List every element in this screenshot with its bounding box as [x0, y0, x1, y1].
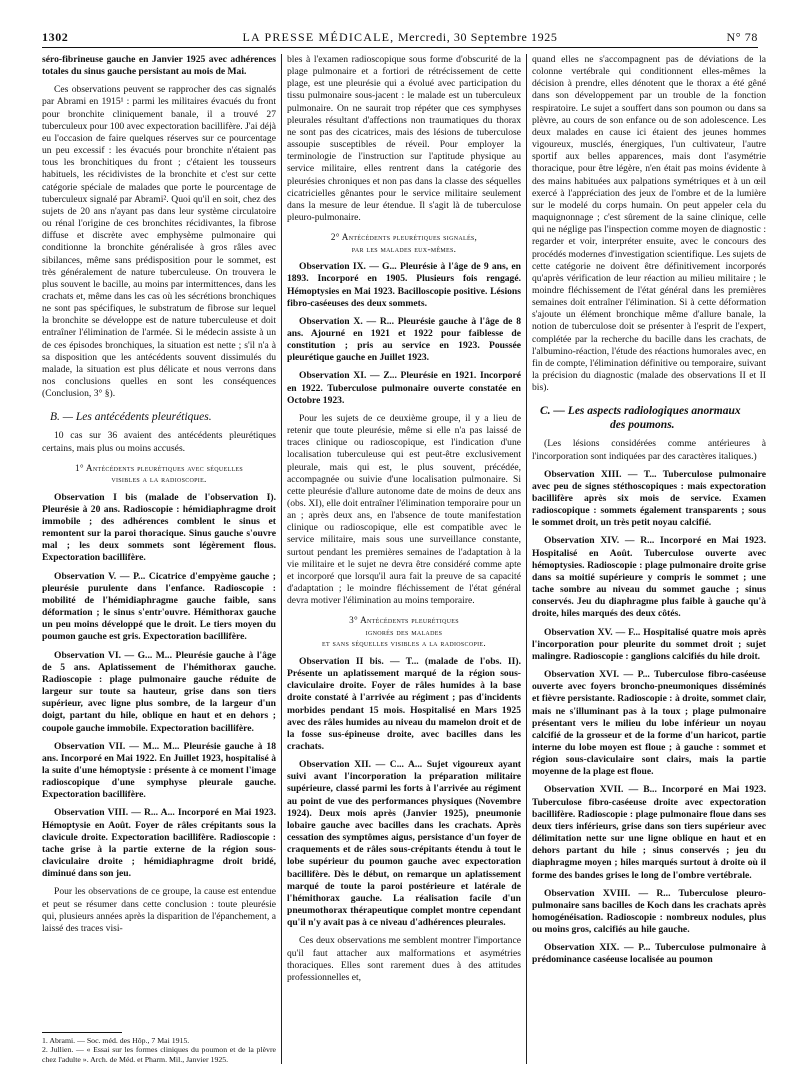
paragraph: quand elles ne s'accompagnent pas de déviations de la colonne vertébrale qui conditionnent elles-mêmes la décision à prendre, elles dénotent que le thorax a été gêné dans son développement par un trouble de la fonction respiratoire. Le sujet a souffert dans son poumon ou dans sa plèvre, au cours de son enfance ou de son adolescence. Les deux malades en cause ici étaient des jeunes hommes vigoureux, musclés, énergiques, l'un cultivateur, l'autre sportif aux belles apparences, mais dont l'asymétrie thoracique, pour être légère, n'en était pas moins évidente à des mains habituées aux palpations symétriques et à un œil exercé à l'appréciation des jeux de l'ombre et de la lumière sur le modelé du corps humain. On peut appeler cela du maquignonnage ; c'est sûrement de la saine clinique, celle qui ne néglige pas l'inspection comme moyen de diagnostic : regarder et voir, interpréter ensuite, avec le concours des procédés modernes d'investigation scientifique. Les sujets de cette catégorie ne doivent être définitivement incorporés qu'après vérification de leur réaction au milieu militaire ; le moindre fléchissement de l'état général dans les premières semaines doit entraîner l'élimination. Si à cette déformation s'ajoute un élément bronchique même d'allure banale, la notion de tuberculose doit se présenter à l'esprit de l'expert, complétée par la recherche du bacille dans les crachats, de l'albumino-réaction, l'étude des réactions humorales avec, en fin de compte, l'élimination définitive ou temporaire, suivant la précision du diagnostic (malade des observations II et II bis).	[532, 54, 766, 394]
observation: Observation XI. — Z... Pleurésie en 1921. Incorporé en 1922. Tuberculose pulmonaire ouverte constatée en Octobre 1923.	[287, 370, 521, 406]
journal-name: LA PRESSE MÉDICALE,	[242, 30, 395, 44]
paragraph: Ces deux observations me semblent montrer l'importance qu'il faut attacher aux malformations et asymétries thoraciques. Elles sont rarement dues à des attitudes professionnelles et,	[287, 935, 521, 983]
subsection-heading: 3° Antécédents pleurétiques ignorés des malades et sans séquelles visibles a la radioscopie.	[322, 615, 486, 649]
observation: Observation VIII. — R... A... Incorporé en Mai 1923. Hémoptysie en Août. Foyer de râles crépitants sous la clavicule droite. Expectoration bacillifère. Radioscopie : tache grise à la partie externe de la région sous-claviculaire droite ; hémidiaphragme droit bridé, diminué dans son jeu.	[42, 807, 276, 880]
observation: Observation XII. — C... A... Sujet vigoureux ayant suivi avant l'incorporation la préparation militaire supérieure, classé parmi les forts à l'arrivée au régiment au point de vue des performances physiques (Novembre 1924). Deux mois après (Janvier 1925), pneumonie lobaire gauche avec bacilles dans les crachats. Après cessation des symptômes aigus, persistance d'un foyer de craquements et de râles sous-crépitants étendu à tout le lobe supérieur du poumon gauche avec expectoration bacillifère. Dès le début, on remarque un aplatissement marqué de toute la paroi postérieure et latérale de l'hémithorax gauche. La réalisation facile d'un pneumothorax thérapeutique complet montre cependant qu'il n'y avait pas à ce niveau d'adhérences pleurales.	[287, 759, 521, 929]
paragraph: Pour les sujets de ce deuxième groupe, il y a lieu de retenir que toute pleurésie, même si elle n'a pas laissé de traces clinique ou radioscopique, est l'indication d'une localisation tuberculeuse qui est peut-être exclusivement pleurale, mais qui est, le plus souvent, précédée, accompagnée ou suivie d'une localisation pulmonaire. Si cette pleurésie d'allure autonome date de moins de deux ans (obs. XI), elle doit entraîner l'élimination temporaire pour un an ; après deux ans, en l'absence de toute manifestation clinique ou radioscopique, elle est compatible avec le service militaire, mais sous une surveillance constante, surtout pendant les premières semaines de l'adaptation à la vie militaire et le sujet ne devra être considéré comme apte et incorporé que lorsqu'il aura fait la preuve de sa capacité d'adaptation ; le moindre fléchissement de l'état général devra motiver l'élimination au moins temporaire.	[287, 412, 521, 607]
observation: Observation VI. — G... M... Pleurésie gauche à l'âge de 5 ans. Aplatissement de l'hémithorax gauche. Radioscopie : plage pulmonaire gauche réduite de largeur sur toute sa hauteur, grise dans son tiers supérieur, avec ligne plus sombre, de la largeur d'un doigt, partant du hile, oblique en haut et en dehors ; coupole gauche immobile. Expectoration bacillifère.	[42, 649, 276, 734]
observation: Observation X. — R... Pleurésie gauche à l'âge de 8 ans. Ajourné en 1921 et 1922 pour faiblesse de constitution ; pris au service en 1923. Poussée pleurétique gauche en Juillet 1923.	[287, 315, 521, 364]
observation: Observation XIX. — P... Tuberculose pulmonaire à prédominance caséeuse localisée au poumon	[532, 942, 766, 966]
section-heading-b: B. — Les antécédents pleurétiques.	[50, 411, 212, 424]
paragraph: séro-fibrineuse gauche en Janvier 1925 avec adhérences totales du sinus gauche persistant au mois de Mai.	[42, 54, 276, 78]
observation: Observation XIII. — T... Tuberculose pulmonaire avec peu de signes stéthoscopiques : mais expectoration bacillifère après six mois de service. Examen radioscopique : sommets également transparents ; sous le sommet droit, un très petit noyau calcifié.	[532, 468, 766, 529]
page-header	[42, 30, 758, 46]
footnote: 1. Abrami. — Soc. méd. des Hôp., 7 Mai 1915.	[42, 1035, 190, 1045]
column-1	[42, 54, 276, 1064]
subsection-heading: 2° Antécédents pleurétiques signalés, par les malades eux-mêmes.	[330, 232, 478, 254]
footnotes	[42, 1032, 276, 1064]
observation: Observation V. — P... Cicatrice d'empyème gauche ; pleurésie purulente dans l'enfance. Radioscopie : mobilité de l'hémidiaphragme gauche faible, sans déformation ; le sinus s'entr'ouvre. Hémithorax gauche un peu moins développé que le droit. Le tiers moyen du poumon gauche est gris. Expectoration bacillifère.	[42, 570, 276, 643]
paragraph: (Les lésions considérées comme antérieures à l'incorporation sont indiquées par des caractères italiques.)	[532, 438, 766, 462]
page-number: 1302	[42, 30, 69, 44]
paragraph: Ces observations peuvent se rapprocher des cas signalés par Abrami en 1915¹ : parmi les militaires évacués du front pour bronchite cliniquement banale, il a trouvé 27 tuberculeux pour 100 avec expectoration bacillifère. J'ai déjà eu l'occasion de faire quelques réserves sur ce pourcentage un peu excessif : les évacués pour bronchite n'étaient pas tous les bronchitiques du front ; c'étaient les tousseurs habituels, les récidivistes de la bronchite et c'est sur cette catégorie spéciale de malades que porte le pourcentage de tuberculeux signalé par Abrami². Quoi qu'il en soit, chez des sujets de 20 ans n'ayant pas dans leur système circulatoire ou rénal l'origine de ces bronchites récidivantes, la fibrose diffuse et discrète avec emphysème pulmonaire qui conditionne la bronchite généralisée à gros râles avec sibilances, même sans prédisposition pour le sommet, est très généralement de nature tuberculeuse. On trouvera le plus souvent le bacille, au moins par intermittences, dans les crachats et, même dans les cas où les sécrétions bronchiques ne sont pas spécifiques, le substratum de fibrose sur lequel la bronchite se développe est de nature tuberculeuse et doit entraîner l'élimination de l'armée. Si le médecin assiste à un de ces épisodes bronchiques, la situation est nette ; s'il n'a à sa disposition que les antécédents souvent dissimulés du malade, la situation est plus délicate et nous verrons dans nos conclusions quelles en sont les conséquences (Conclusion, 3° §).	[42, 84, 276, 400]
observation: Observation XIV. — R... Incorporé en Mai 1923. Hospitalisé en Août. Tuberculose ouverte avec hémoptysies. Radioscopie : plage pulmonaire droite grise dans sa moitié supérieure y compris le sommet ; une tache sombre au niveau du sommet gauche ; sinus conservés. Jeu du diaphragme plus faible à gauche qu'à droite, hiles marqués des deux côtés.	[532, 535, 766, 620]
observation: Observation XVI. — P... Tuberculose fibro-caséeuse ouverte avec foyers broncho-pneumoniques disséminés et fièvre persistante. Radioscopie : à droite, sommet clair, mais ne s'illuminant pas à la toux ; plage pulmonaire présentant vers le milieu du lobe inférieur un noyau calcifié de la grosseur et de la forme d'un haricot, partie interne du lobe moyen est floue ; à gauche : sommet et région sous-claviculaire sont clairs, mais la partie moyenne de la plage est floue.	[532, 669, 766, 778]
observation: Observation XVII. — B... Incorporé en Mai 1923. Tuberculose fibro-caséeuse droite avec expectoration bacillifère. Radioscopie : plage pulmonaire floue dans ses deux tiers inférieurs, grise dans son tiers supérieur avec délimitation nette sur une ligne oblique en haut et en dehors partant du hile ; sinus conservés ; jeu du diaphragme moyen ; hiles marqués surtout à droite où il forme des bandes grises le long de l'ombre vertébrale.	[532, 784, 766, 881]
paragraph: bles à l'examen radioscopique sous forme d'obscurité de la plage pulmonaire et a fortiori de rétrécissement de cette plage, est une pleurésie qui a évolué avec participation du tissu pulmonaire sous-jacent : le malade est un tuberculeux pulmonaire. On ne saurait trop répéter que ces symphyses pleurales résultant d'affections non traumatiques du thorax ne sont pas des cicatrices, mais des lésions de tuberculose assoupie susceptibles de réveil. Pour employer la terminologie de l'instruction sur l'aptitude physique au service militaire, elles rentrent dans la catégorie des pleurésies chroniques et non pas dans la classe des séquelles cicatricielles gênantes pour le service militaire seulement dans la mesure de leur étendue. Il s'agit là de tuberculose pleuro-pulmonaire.	[287, 54, 521, 224]
section-heading-c: C. — Les aspects radiologiques anormaux des poumons.	[540, 405, 741, 432]
paragraph: 10 cas sur 36 avaient des antécédents pleurétiques certains, mais plus ou moins accusés.	[42, 430, 276, 454]
observation: Observation II bis. — T... (malade de l'obs. II). Présente un aplatissement marqué de la région sous-claviculaire droite. Foyer de râles humides à la base droite constaté à l'arrivée au régiment ; pas d'incidents morbides pendant 15 mois. Hospitalisé en Mars 1925 avec des râles humides au niveau du mamelon droit et de la fosse sus-épineuse droite, avec bacilles dans les crachats.	[287, 655, 521, 752]
footnote: 2. Jullien. — « Essai sur les formes cliniques du poumon et de la plèvre chez l'adulte ». Arch. de Méd. et Pharm. Mil., Janvier 1925.	[42, 1045, 276, 1064]
observation: Observation IX. — G... Pleurésie à l'âge de 9 ans, en 1893. Incorporé en 1905. Plusieurs fois rengagé. Hémoptysies en Mai 1923. Bacilloscopie positive. Lésions fibro-caséeuses des deux sommets.	[287, 261, 521, 309]
column-3	[532, 54, 766, 1064]
header-rule	[42, 47, 758, 48]
footnote-rule	[42, 1032, 122, 1033]
subsection-heading: 1° Antécédents pleurétiques avec séquelles visibles a la radioscopie.	[74, 462, 244, 485]
observation: Observation XV. — F... Hospitalisé quatre mois après l'incorporation pour pleurite du sommet droit ; sujet malingre. Radioscopie : ganglions calcifiés du hile droit.	[532, 626, 766, 662]
issue-date: Mercredi, 30 Septembre 1925	[397, 30, 558, 44]
article-columns	[42, 54, 766, 1064]
observation: Observation XVIII. — R... Tuberculose pleuro-pulmonaire sans bacilles de Koch dans les crachats après homogénéisation. Radioscopie : nombreux nodules, plus ou moins gros, calcifiés au hile gauche.	[532, 887, 766, 936]
observation: Observation VII. — M... M... Pleurésie gauche à 18 ans. Incorporé en Mai 1922. En Juillet 1923, hospitalisé à la suite d'une hémoptysie : présente à ce moment l'image radioscopique d'une symphyse pleurale gauche. Expectoration bacillifère.	[42, 740, 276, 801]
running-title	[42, 30, 758, 45]
paragraph: Pour les observations de ce groupe, la cause est entendue et peut se résumer dans cette conclusion : toute pleurésie qui, plusieurs années après la disparition de l'épanchement, a laissé des traces visi-	[42, 886, 276, 934]
issue-number: N° 78	[726, 30, 758, 44]
observation: Observation I bis (malade de l'observation I). Pleurésie à 20 ans. Radioscopie : hémidiaphragme droit immobile ; des adhérences comblent le sinus et remontent sur la paroi thoracique. Sinus gauche s'ouvre mal ; les deux sommets sont légèrement flous. Expectoration bacillifère.	[42, 491, 276, 564]
column-2	[287, 54, 521, 1064]
